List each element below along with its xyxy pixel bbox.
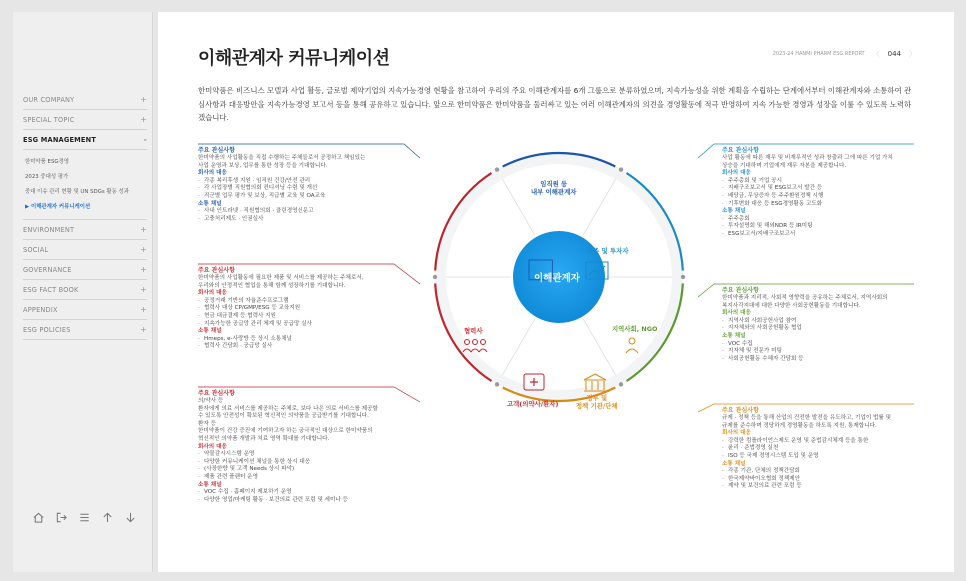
exit-icon[interactable] [54,510,68,524]
nav-governance[interactable]: GOVERNANCE + [23,260,147,280]
list-item: · 사회공헌활동 수혜자 간담회 등 [722,356,927,364]
box-desc-line: 우리와의 안정적인 협업을 통해 함께 성장하기를 기대합니다. [198,282,346,289]
list-item: · 직군별 업무 평가 및 보상, 직급별 교육 및 OA교육 [198,193,398,201]
sidebar-toolbar [31,510,137,524]
arrow-down-icon[interactable] [123,510,137,524]
next-page-button[interactable]: 〉 [909,50,916,58]
list-item: · 협력사 대상 CP/GMP/ESG 등 교육지원 [198,305,398,313]
nav-appendix[interactable]: APPENDIX + [23,300,147,320]
list-item: · 현금 대금결제 등 협력사 지원 [198,313,398,321]
list-item: · 지속가능한 공급망 관리 체계 및 공급망 실사 [198,321,398,329]
list-item: · ISO 등 국제 경영시스템 도입 및 운영 [722,453,927,461]
home-icon[interactable] [31,510,45,524]
list-item: · 윤리 · 준법경영 실천 [722,445,927,453]
segment-label-partners: 협력사 [464,327,483,335]
box-desc-line: 사업 활동에 따른 재무 및 비재무적인 성과 창출과 그에 따른 기업 가치 [722,155,893,161]
box-desc-line: 한미약품과 지리적, 사회적 영향력을 공유하는 주체로서, 지역사회의 [722,295,888,301]
segment-label-community: 지역사회, NGO [612,325,658,333]
box-desc-line: 한미약품의 사업활동을 직접 수행하는 주체들로서 공정하고 책임있는 [198,155,366,161]
box-desc-line: 한미약품의 사업활동에 필요한 제품 및 서비스를 제공하는 주체로서, [198,275,364,281]
list-item: · 강력한 컴플라이언스제도 운영 및 준법감시체계 등을 통한 [722,438,927,446]
box-section-title: 소통 채널 [198,481,222,488]
list-item: · 배당금, 무상증자 등 주주환원정책 시행 [722,193,922,201]
list-item: · VOC 수집 [722,341,927,349]
connector-customers [198,387,420,402]
list-item: · 다양한 영업/마케팅 활동 · 보건의료 관련 포럼 및 세미나 등 [198,497,410,505]
expand-icon: + [140,95,147,104]
box-desc-line: 상승을 기대하며 기업에게 재무 자본을 제공합니다. [722,162,847,169]
box-section-title: 회사의 대응 [198,170,227,177]
subnav-esg-management [23,150,147,220]
connector-employees [198,144,420,158]
list-item: · 협력사 간담회 · 공급망 실사 [198,343,398,351]
list-item: · 공정거래 기반의 자율준수프로그램 [198,298,398,306]
ring-dot [495,167,499,171]
stakeholder-diagram [424,142,694,416]
connector-community [698,284,914,297]
list-item: · 사내 인트라넷 · 직원협의회 · 클린경영신문고 [198,208,398,216]
ring-dot [619,382,623,386]
box-desc-line: 환자 등 [198,420,216,427]
nav-special-topic[interactable]: SPECIAL TOPIC + [23,110,147,130]
box-desc-line: 환자에게 의료 서비스를 제공하는 주체로, 보다 나은 의료 서비스를 제공할 [198,405,378,412]
subnav-item-esg-management[interactable]: 한미약품 ESG경영 [25,159,69,165]
nav-environment[interactable]: ENVIRONMENT + [23,220,147,240]
list-item: · VOC 수집 · 홈페이지 제보하기 운영 [198,489,410,497]
expand-icon: + [140,305,147,314]
box-section-title: 회사의 대응 [722,310,751,317]
subnav-item-materiality[interactable]: 2023 중대성 평가 [25,174,69,180]
expand-icon: + [140,245,147,254]
list-item: · 약물감시시스템 운영 [198,451,410,459]
list-item: · 지역사회 사회공헌사업 참여 [722,318,927,326]
nav-esg-policies[interactable]: ESG POLICIES + [23,320,147,340]
list-item: · 각종 기관, 단체의 정책간담회 [722,468,927,476]
box-desc-line: 혁신적인 의약품 개발과 치료 영역 확대를 기대합니다. [198,435,330,442]
subnav-item-stakeholder-communication[interactable]: ▶ 이해관계자 커뮤니케이션 [25,204,91,210]
box-heading: 주요 관심사항 [198,147,235,154]
expand-icon: + [140,265,147,274]
box-desc-line: 복지사각지대에 대한 다양한 사회공헌활동을 기대합니다. [722,302,861,309]
box-desc-line: 의/약사 등 [198,398,224,404]
ring-dot [433,275,437,279]
box-desc-line: 한미약품이 건강 증진에 기여하고자 하는 궁극적인 대상으로 한미약품의 [198,428,373,435]
prev-page-button[interactable]: 〈 [872,50,880,58]
box-section-title: 회사의 대응 [722,430,751,437]
box-heading: 주요 관심사항 [722,147,759,154]
segment-label-customers: 고객(의약사/환자) [507,400,559,408]
list-item: · 주주총회 [722,216,922,224]
box-section-title: 소통 채널 [722,208,746,215]
connector-government [698,404,914,412]
box-heading: 주요 관심사항 [722,287,759,294]
list-item: · 지자체와의 사회공헌활동 협업 [722,325,927,333]
nav-social[interactable]: SOCIAL + [23,240,147,260]
nav-our-company[interactable]: OUR COMPANY + [23,90,147,110]
connector-partners [198,264,420,284]
list-item: · Hmeps, e-사랑방 등 상시 소통채널 [198,336,398,344]
page-number: 044 [887,50,901,58]
connector-investors [698,144,914,158]
arrow-up-icon[interactable] [100,510,114,524]
segment-label-government: 정부 및 정책 기관/단체 [576,394,618,410]
list-item: · ESG보고서/지배구조보고서 [722,231,922,239]
expand-icon: + [140,225,147,234]
box-desc-line: 규제 · 정책 등을 통해 산업의 건전한 발전을 유도하고, 기업이 법률 및 [722,415,892,421]
list-item: · 각종 복리후생 지원 · 임직원 건강/안전 관리 [198,178,398,186]
list-item: · 주주총회 및 기업 공시 [722,178,922,186]
box-section-title: 회사의 대응 [198,443,227,450]
box-heading: 주요 관심사항 [198,267,235,274]
segment-label-investors: 주주 및 투자자 [587,247,629,255]
expand-icon: + [140,285,147,294]
ring-dot [681,275,685,279]
collapse-icon: - [143,135,147,144]
list-item: · 한국제약바이오협회 정책제안 [722,476,927,484]
ring-dot [619,167,623,171]
list-item: · 제약 및 보건의료 관련 포럼 등 [722,483,927,491]
nav-esg-fact-book[interactable]: ESG FACT BOOK + [23,280,147,300]
report-page [158,12,954,572]
box-desc-line: 규제를 준수하며 정당하게 경영활동을 하도록 지원, 통제합니다. [722,422,877,429]
list-item: · (사장한향 및 고객 Needs 상시 파악) [198,466,410,474]
list-item: · 기후변화 대응 등 ESG경영활동 고도화 [722,201,922,209]
list-item: · 투자설명회 및 해외NDR 등 IR미팅 [722,223,922,231]
box-desc-line: 사업 운영과 보상, 업무를 통한 성장 등을 기대합니다. [198,162,328,169]
box-section-title: 소통 채널 [722,332,746,339]
box-section-title: 회사의 대응 [722,170,751,177]
report-name: 2023-24 HANMI PHARM ESG REPORT [772,51,865,57]
menu-icon[interactable] [77,510,91,524]
list-item: · 고충처리제도 · 인권실사 [198,216,398,224]
list-item: · 제품 관련 플랜터 운영 [198,474,410,482]
list-item: · 지배구조보고서 및 ESG보고서 발간 등 [722,185,922,193]
box-desc-line: 수 있도록 안전성이 확보된 혁신적인 의약품을 공급받기를 기대합니다. [198,413,369,420]
box-heading: 주요 관심사항 [198,390,235,397]
box-section-title: 소통 채널 [198,328,222,335]
ring-dot [495,382,499,386]
center-label: 이해관계자 [534,273,580,284]
list-item: · 각 사업장별 직원협의회 컨디셔닝 수렴 및 개선 [198,185,398,193]
sidebar-nav [23,90,147,340]
box-section-title: 회사의 대응 [198,290,227,297]
intro-paragraph: 한미약품은 비즈니스 모델과 사업 활동, 글로벌 제약기업의 지속가능경영 현황을 참고하여 우리의 주요 이해관계자를 6개 그룹으로 분류하였으며, 지속가능성을 위한 계획을 수립하는 단계에서부터 이해관계자와 소통하여 관심사항과 대응방안을 지속가능경영 보고서 등을 통해 공유하고 있습니다. 앞으로 한미약품은 한미약품을 둘러싸고 있는 여러 이해관계자의 의견을 경영활동에 적극 반영하여 지속 가능한 경영과 성장을 이룰 수 있도록 노력하겠습니다. [198,86,912,122]
box-section-title: 소통 채널 [722,460,746,467]
subnav-item-issue-management[interactable]: 중대 이슈 관리 현황 및 UN SDGs 활동 성과 [25,189,129,195]
segment-label-employees: 임직원 등 내부 이해관계자 [531,180,577,196]
sidebar [13,12,153,572]
nav-esg-management[interactable]: ESG MANAGEMENT - [23,130,147,150]
page-title: 이해관계자 커뮤니케이션 [198,48,390,69]
list-item: · 지자체 및 전문가 미팅 [722,348,927,356]
box-heading: 주요 관심사항 [722,407,759,414]
expand-icon: + [140,115,147,124]
expand-icon: + [140,325,147,334]
list-item: · 다양한 커뮤니케이션 채널을 통한 상시 대응 [198,459,410,467]
box-section-title: 소통 채널 [198,200,222,207]
